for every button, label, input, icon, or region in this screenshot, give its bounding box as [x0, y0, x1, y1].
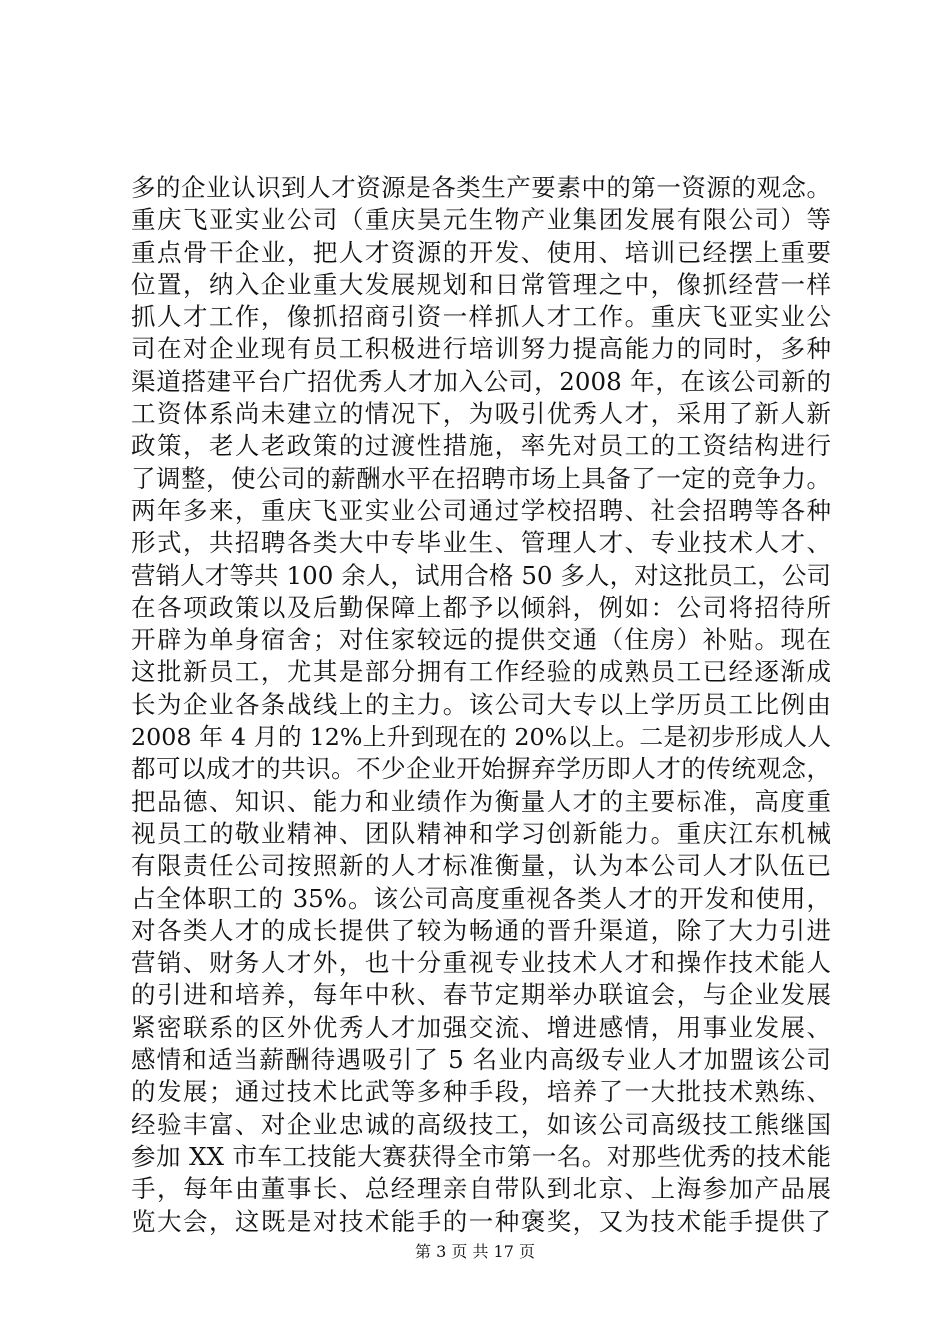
text-line: 重点骨干企业，把人才资源的开发、使用、培训已经摆上重要	[131, 237, 831, 267]
text-line: 工资体系尚未建立的情况下，为吸引优秀人才，采用了新人新	[131, 399, 831, 429]
text-line: 政策，老人老政策的过渡性措施，率先对员工的工资结构进行	[131, 431, 831, 461]
text-line: 位置，纳入企业重大发展规划和日常管理之中，像抓经营一样	[131, 269, 831, 299]
text-line: 参加 XX 市车工技能大赛获得全市第一名。对那些优秀的技术能	[131, 1141, 831, 1171]
text-line: 司在对企业现有员工积极进行培训努力提高能力的同时，多种	[131, 334, 831, 364]
page-footer: 第 3 页 共 17 页	[415, 1242, 535, 1261]
text-line: 渠道搭建平台广招优秀人才加入公司，2008 年，在该公司新的	[131, 366, 831, 396]
text-line: 视员工的敬业精神、团队精神和学习创新能力。重庆江东机械	[131, 818, 831, 848]
text-line: 2008 年 4 月的 12%上升到现在的 20%以上。二是初步形成人人	[131, 723, 831, 752]
text-line: 的引进和培养，每年中秋、春节定期举办联谊会，与企业发展	[131, 980, 831, 1010]
text-line: 长为企业各条战线上的主力。该公司大专以上学历员工比例由	[131, 689, 831, 719]
text-line: 营销人才等共 100 余人，试用合格 50 多人，对这批员工，公司	[131, 560, 831, 590]
text-line: 把品德、知识、能力和业绩作为衡量人才的主要标准，高度重	[131, 786, 831, 816]
text-line: 多的企业认识到人才资源是各类生产要素中的第一资源的观念。	[131, 173, 831, 202]
text-line: 占全体职工的 35%。该公司高度重视各类人才的开发和使用，	[131, 883, 831, 913]
text-line: 的发展；通过技术比武等多种手段，培养了一大批技术熟练、	[131, 1077, 831, 1107]
text-line: 重庆飞亚实业公司（重庆昊元生物产业集团发展有限公司）等	[131, 205, 831, 235]
text-line: 经验丰富、对企业忠诚的高级技工，如该公司高级技工熊继国	[131, 1109, 831, 1139]
body-text	[131, 172, 831, 1238]
text-line: 开辟为单身宿舍；对住家较远的提供交通（住房）补贴。现在	[131, 625, 831, 655]
text-line: 两年多来，重庆飞亚实业公司通过学校招聘、社会招聘等各种	[131, 495, 831, 525]
text-line: 营销、财务人才外，也十分重视专业技术人才和操作技术能人	[131, 948, 831, 978]
text-line: 都可以成才的共识。不少企业开始摒弃学历即人才的传统观念，	[131, 754, 831, 784]
text-line: 感情和适当薪酬待遇吸引了 5 名业内高级专业人才加盟该公司	[131, 1045, 831, 1075]
text-line: 紧密联系的区外优秀人才加强交流、增进感情，用事业发展、	[131, 1012, 831, 1042]
text-line: 对各类人才的成长提供了较为畅通的晋升渠道，除了大力引进	[131, 915, 831, 945]
text-line: 在各项政策以及后勤保障上都予以倾斜，例如：公司将招待所	[131, 592, 831, 622]
text-line: 有限责任公司按照新的人才标准衡量，认为本公司人才队伍已	[131, 851, 831, 881]
text-line: 抓人才工作，像抓招商引资一样抓人才工作。重庆飞亚实业公	[131, 302, 831, 332]
text-line: 了调整，使公司的薪酬水平在招聘市场上具备了一定的竞争力。	[131, 463, 831, 493]
text-line: 手，每年由董事长、总经理亲自带队到北京、上海参加产品展	[131, 1174, 831, 1204]
text-line: 这批新员工，尤其是部分拥有工作经验的成熟员工已经逐渐成	[131, 657, 831, 687]
text-line: 览大会，这既是对技术能手的一种褒奖，又为技术能手提供了	[131, 1206, 831, 1236]
text-line: 形式，共招聘各类大中专毕业生、管理人才、专业技术人才、	[131, 528, 831, 558]
